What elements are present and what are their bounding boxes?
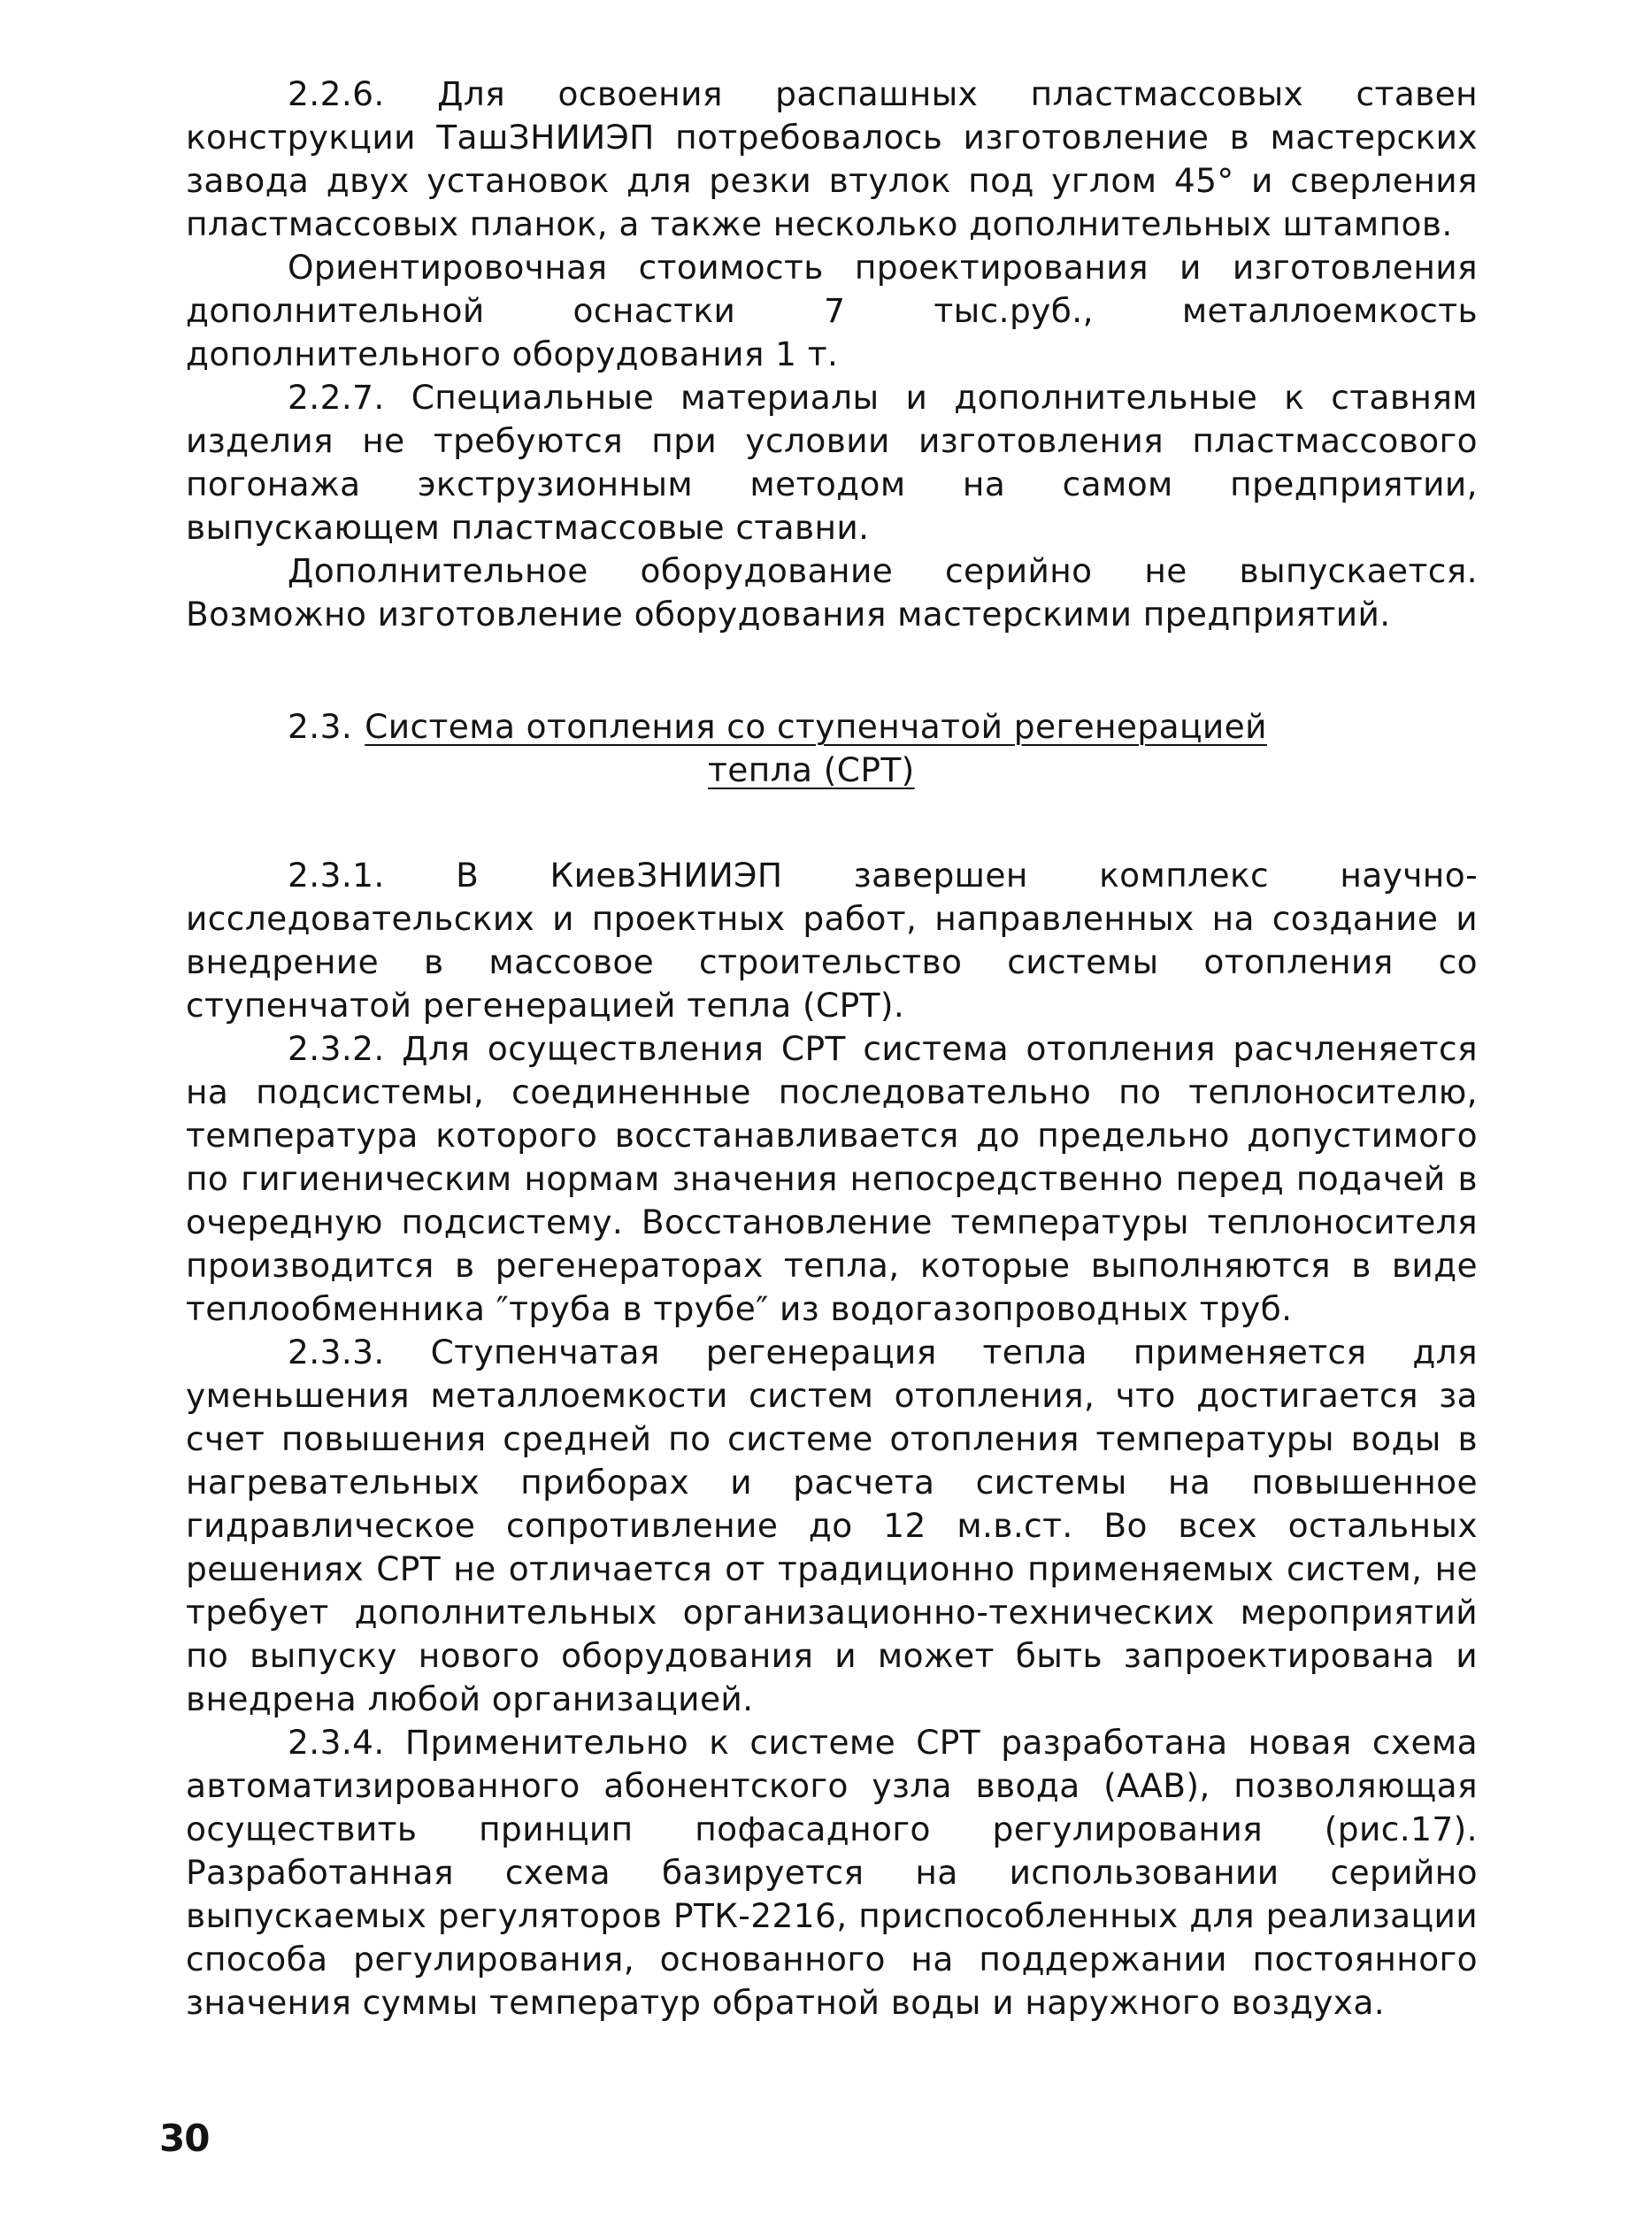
- paragraph-2-2-7: 2.2.7. Специальные материалы и дополнительные к ставням изделия не требуются при условии изготовления пластмассового погонажа экструзионным методом на самом предприятии, выпускающем пластмассовые ставни.: [186, 378, 1478, 547]
- paragraph-equipment: Дополнительное оборудование серийно не выпускается. Возможно изготовление оборудования мастерскими предприятий.: [186, 551, 1478, 634]
- section-heading: [186, 705, 1478, 792]
- section-title-line1: Система отопления со ступенчатой регенерацией: [365, 707, 1267, 746]
- paragraph-2-2-6: 2.2.6. Для освоения распашных пластмассовых ставен конструкции ТашЗНИИЭП потребовалось изготовление в мастерских завода двух установок для резки втулок под углом 45° и сверления пластмассовых планок, а также несколько дополнительных штампов.: [186, 74, 1478, 243]
- paragraph-2-3-2: 2.3.2. Для осуществления СРТ система отопления расчленяется на подсистемы, соединенные последовательно по теплоносителю, температура которого восстанавливается до предельно допустимого по гигиеническим нормам значения непосредственно перед подачей в очередную подсистему. Восстановление температуры теплоносителя производится в регенераторах тепла, которые выполняются в виде теплообменника ″труба в трубе″ из водогазопроводных труб.: [186, 1029, 1478, 1328]
- section-title-line2: тепла (СРТ): [708, 750, 915, 789]
- paragraph-2-3-3: 2.3.3. Ступенчатая регенерация тепла применяется для уменьшения металлоемкости систем отопления, что достигается за счет повышения средней по системе отопления температуры воды в нагревательных приборах и расчета системы на повышенное гидравлическое сопротивление до 12 м.в.ст. Во всех остальных решениях СРТ не отличается от традиционно применяемых систем, не требует дополнительных организационно-технических мероприятий по выпуску нового оборудования и может быть запроектирована и внедрена любой организацией.: [186, 1333, 1478, 1718]
- section-number: 2.3.: [288, 707, 353, 746]
- paragraph-cost: Ориентировочная стоимость проектирования и изготовления дополнительной оснастки 7 тыс.руб., металлоемкость дополнительного оборудования 1 т.: [186, 248, 1478, 373]
- paragraph-2-3-4: 2.3.4. Применительно к системе СРТ разработана новая схема автоматизированного абонентского узла ввода (ААВ), позволяющая осуществить принцип пофасадного регулирования (рис.17). Разработанная схема базируется на использовании серийно выпускаемых регуляторов РТК-2216, приспособленных для реализации способа регулирования, основанного на поддержании постоянного значения суммы температур обратной воды и наружного воздуха.: [186, 1723, 1478, 2022]
- paragraph-2-3-1: 2.3.1. В КиевЗНИИЭП завершен комплекс научно-исследовательских и проектных работ, направленных на создание и внедрение в массовое строительство системы отопления со ступенчатой регенерацией тепла (СРТ).: [186, 856, 1478, 1025]
- page-number: 30: [159, 2117, 210, 2160]
- document-page: [186, 73, 1478, 2025]
